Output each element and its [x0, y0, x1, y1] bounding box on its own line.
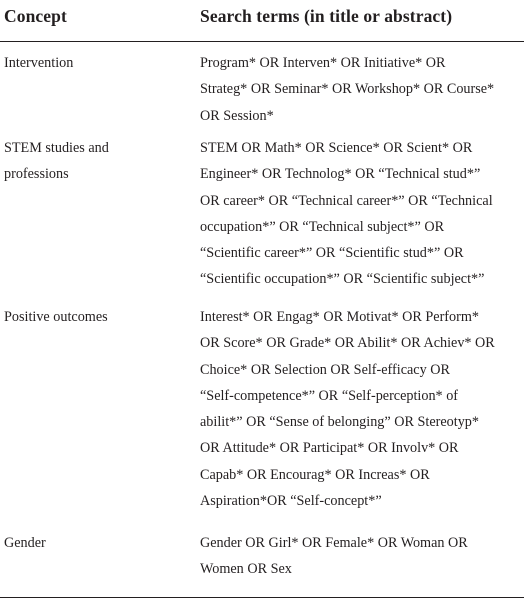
- terms-cell: [200, 530, 522, 583]
- terms-line: Gender OR Girl* OR Female* OR Woman OR: [200, 535, 468, 551]
- concept-line: Gender: [4, 535, 46, 551]
- terms-line: occupation*” OR “Technical subject*” OR: [200, 218, 445, 235]
- terms-line: “Scientific career*” OR “Scientific stud*” OR: [200, 245, 464, 262]
- terms-line: Choice* OR Selection OR Self-efficacy OR: [200, 361, 450, 378]
- concept-line: STEM studies and: [4, 140, 109, 156]
- header-divider: [0, 41, 524, 42]
- terms-line: Women OR Sex: [200, 561, 292, 578]
- terms-line: OR Attitude* OR Participat* OR Involv* OR: [200, 440, 459, 457]
- terms-cell: [200, 50, 522, 129]
- concept-line: Intervention: [4, 55, 74, 71]
- terms-cell: [200, 135, 522, 293]
- header-concept: Concept: [4, 6, 67, 26]
- terms-line: Interest* OR Engag* OR Motivat* OR Perform*: [200, 309, 479, 325]
- terms-line: Engineer* OR Technolog* OR “Technical stud*”: [200, 166, 481, 183]
- concept-cell: [4, 135, 109, 188]
- terms-line: Program* OR Interven* OR Initiative* OR: [200, 55, 446, 71]
- concept-cell: [4, 530, 46, 556]
- table-header-row: [0, 0, 524, 41]
- header-search-terms: Search terms (in title or abstract): [200, 6, 453, 26]
- concept-cell: [4, 50, 73, 76]
- terms-line: STEM OR Math* OR Science* OR Scient* OR: [200, 140, 473, 156]
- terms-line: OR Score* OR Grade* OR Abilit* OR Achiev* OR: [200, 335, 495, 352]
- terms-line: Capab* OR Encourag* OR Increas* OR: [200, 466, 430, 483]
- terms-line: Strateg* OR Seminar* OR Workshop* OR Course*: [200, 81, 495, 98]
- concept-line: Positive outcomes: [4, 309, 108, 325]
- terms-line: “Scientific occupation*” OR “Scientific subject*”: [200, 271, 485, 288]
- terms-cell: [200, 304, 522, 514]
- terms-line: OR career* OR “Technical career*” OR “Technical: [200, 192, 493, 209]
- concept-cell: [4, 304, 108, 330]
- concept-line: professions: [4, 166, 69, 183]
- terms-line: OR Session*: [200, 107, 274, 124]
- terms-line: “Self-competence*” OR “Self-perception* of: [200, 387, 459, 404]
- terms-line: Aspiration*OR “Self-concept*”: [200, 493, 382, 510]
- terms-line: abilit*” OR “Sense of belonging” OR Stereotyp*: [200, 414, 479, 431]
- table-bottom-rule: [0, 597, 524, 598]
